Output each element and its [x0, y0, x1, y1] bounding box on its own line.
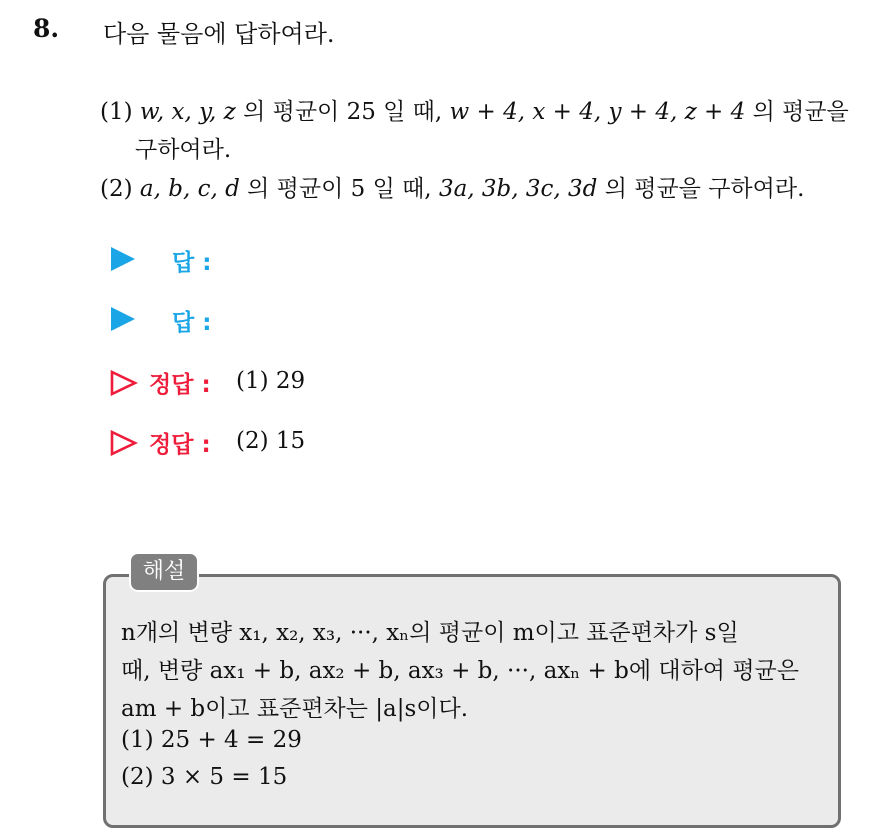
subquestion-2-expr: 3a, 3b, 3c, 3d: [438, 176, 598, 202]
subquestion-1-text-2: 의 평균을: [752, 99, 849, 125]
answer-1-field[interactable]: [230, 240, 790, 274]
subquestion-2: [100, 170, 804, 203]
explanation-line-1: n개의 변량 x₁, x₂, x₃, ···, xₙ의 평균이 m이고 표준편차가 s일: [121, 620, 739, 646]
subquestion-1-vars: w, x, y, z: [139, 99, 236, 125]
subquestion-2-label: (2): [100, 176, 133, 202]
correct-2-label: 정답 :: [149, 432, 211, 458]
explanation-line-2: 때, 변량 ax₁ + b, ax₂ + b, ax₃ + b, ···, axₙ + b에 대하여 평균은: [121, 658, 799, 684]
subquestion-2-vars: a, b, c, d: [139, 176, 240, 202]
correct-1-label: 정답 :: [149, 372, 211, 398]
subquestion-2-text-1: 의 평균이 5 일 때,: [247, 176, 432, 202]
explanation-line-3: am + b이고 표준편차는 |a|s이다.: [121, 696, 469, 722]
correct-1-outline-play-icon: [110, 370, 138, 396]
subquestion-2-text-2: 의 평균을 구하여라.: [604, 176, 805, 202]
question-number: 8.: [33, 14, 60, 43]
correct-2-value: (2) 15: [236, 428, 306, 454]
answer-2-label: 답 :: [172, 310, 212, 336]
correct-2-outline-play-icon: [110, 430, 138, 456]
answer-1-label: 답 :: [172, 250, 212, 276]
correct-1-value: (1) 29: [236, 368, 306, 394]
answer-2-field[interactable]: [230, 300, 790, 334]
subquestion-1-line-2: 구하여라.: [135, 137, 232, 163]
subquestion-1-text-1: 의 평균이 25 일 때,: [243, 99, 443, 125]
answer-1-play-icon: [111, 247, 135, 271]
subquestion-1-label: (1): [100, 99, 133, 125]
explanation-tag: 해설: [129, 552, 199, 592]
explanation-line-4: (1) 25 + 4 = 29: [121, 727, 302, 753]
answer-2-play-icon: [111, 307, 135, 331]
explanation-line-5: (2) 3 × 5 = 15: [121, 764, 288, 790]
subquestion-1-expr: w + 4, x + 4, y + 4, z + 4: [449, 99, 746, 125]
subquestion-1-line-1: [100, 93, 849, 126]
question-title: 다음 물음에 답하여라.: [103, 20, 335, 48]
